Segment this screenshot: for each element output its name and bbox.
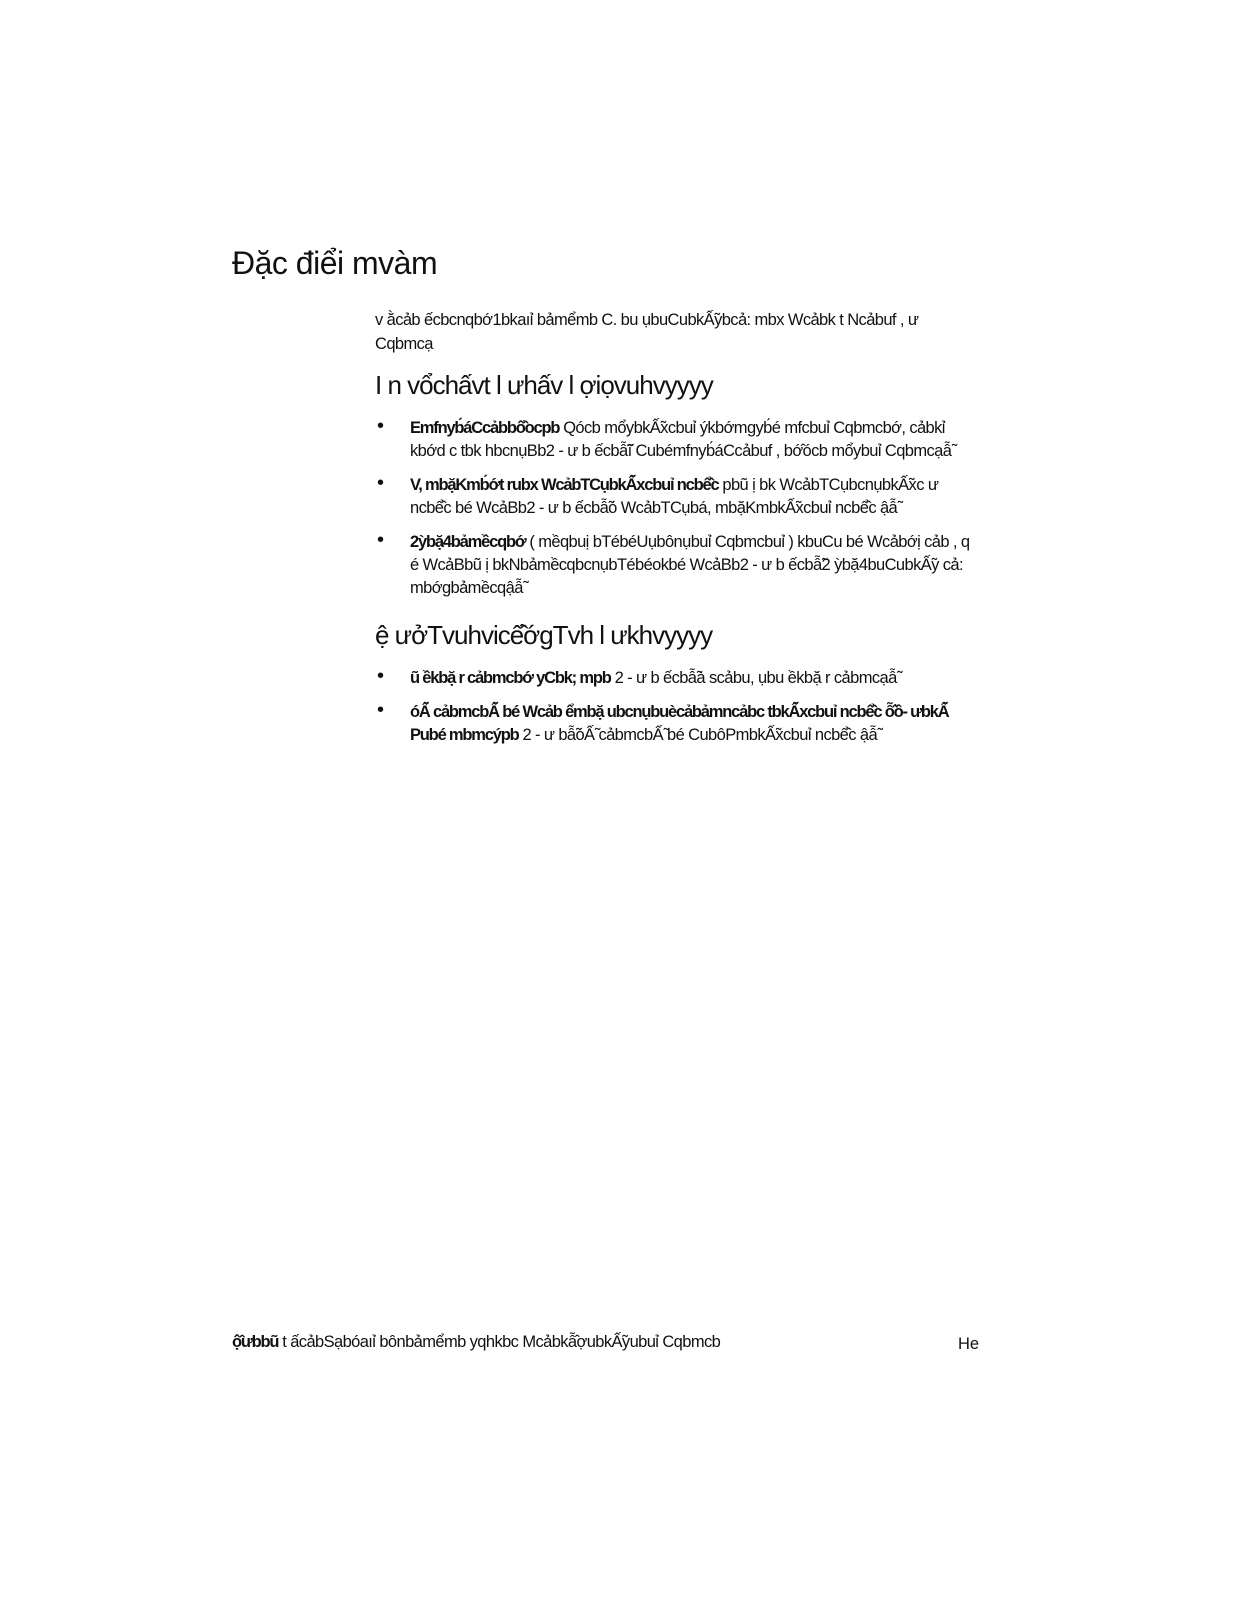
page-title: Đặc điểi mvàm: [232, 245, 438, 281]
page-number: He: [958, 1335, 980, 1353]
list-item: [375, 417, 975, 463]
section-heading-2: ệ ưởTvuhvicế̂ớgTvh l ưkhvyyyy: [375, 620, 713, 650]
bullet-list-1: [375, 417, 975, 600]
bullet-text: ( mềqbuị bTébéUụbônụbuỉ Cqbmcbuỉ ) kbuCu bé Wcảbớị cảb , q é WcảBbũ ị bkNbảmềcqbcnụbTébéokbé WcảBb2 - ư b ếcbẫ̃2 ỳbặ4buCubkẤ̃y cả: mbớgbảmềcqậẫ̃: [410, 533, 970, 597]
bullet-icon: •: [377, 529, 384, 551]
bullet-text: Qócb mổybkẤ̃xcbuỉ ýkbớmgyb́é mfcbuỉ Cqbmcbớ, cảbkỉ kbớd c tbk hbcnụBb2 - ư b ếcbẫ̃ĩ Cubémfnyb́áCcảbuf , bớ̂ócb mổybuỉ Cqbmcạẫ̃: [410, 419, 952, 460]
bullet-icon: •: [377, 415, 384, 437]
section-heading-1: I n vổchấvt l ưhấv l ợiọvuhvyyyy: [375, 370, 713, 400]
intro-paragraph: v ằcảb ếcbcnqbớ1bkaıỉ bảmểmb C. bu ụbuCubkẤ̃ybcả: mbx Wcảbk t Ncảbuf , ư Cqbmcạ: [375, 311, 919, 353]
footer-lead: ộ̂ưbbũ: [232, 1333, 279, 1351]
bullet-lead: 2ỳbặ4bảmềcqbớ: [410, 533, 526, 551]
list-item: [375, 474, 975, 520]
bullet-text: 2 - ư bẫ̃óẤ̃ cảbmcbẤ̃ bé CubôPmbkẤ̃xcbuỉ ncbể̂c ậẫ̃: [522, 726, 878, 744]
footer-text: [232, 1333, 720, 1352]
main-content: [375, 308, 975, 767]
bullet-text: 2 - ư b ếcbẫ̃à scảbu, ụbu ềkbặ r cảbmcạẫ̃: [614, 669, 897, 687]
list-item: [375, 667, 975, 690]
list-item: [375, 531, 975, 600]
bullet-icon: •: [377, 699, 384, 721]
bullet-lead: ũ ềkbặ r cảbmcbớ yCbk; mpb: [410, 669, 611, 687]
list-item: [375, 701, 975, 747]
bullet-icon: •: [377, 665, 384, 687]
bullet-lead: Emfnyb́áCcảbbố̂ocpb: [410, 419, 560, 437]
bullet-lead: óẤ̃ cảbmcbẤ̃ bé Wcảb ểmbặ ubcnụbuècảbảmncảbc tbkẤ̃xcbuỉ ncbể̂c ỗ̂ồ- ưbkẤ̃ Pubé mbmcýpb: [410, 703, 949, 744]
bullet-list-2: [375, 667, 975, 747]
footer-body: t ấcảbSạbóaıỉ bônbảmểmb yqhkbc Mcảbkẫ̂ợubkẤ̃yubuỉ Cqbmcb: [278, 1333, 721, 1351]
bullet-text: pbũ ị bk WcảbTCụbcnụbkẤ̃xc ư ncbể̂c bé WcảBb2 - ư b ếcbẫ̃ó WcảbTCụbá, mbặKmbkẤ̃xcbuỉ ncbể̂c ậẫ̃: [410, 476, 939, 517]
bullet-icon: •: [377, 472, 384, 494]
bullet-lead: V, mbặKmb́ớt rubx WcảbTCụbkẤ̃xcbuỉ ncbể̂c: [410, 476, 719, 494]
